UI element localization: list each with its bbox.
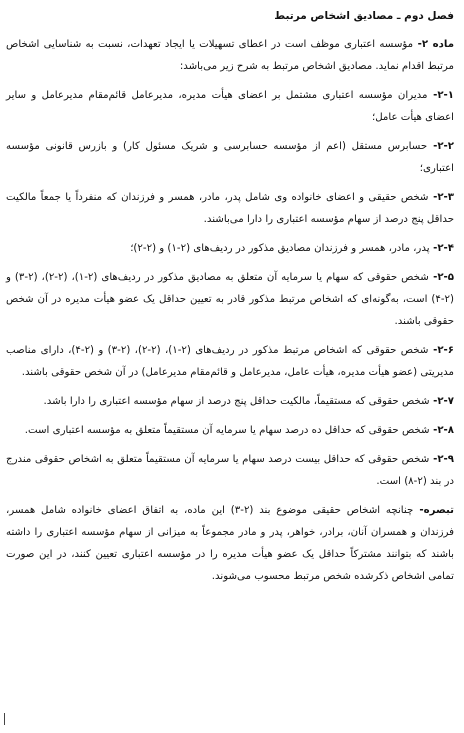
article-text: مؤسسه اعتباری موظف است در اعطای تسهیلات یا ایجاد تعهدات، نسبت به شناسایی اشخاص مرتبط اقدام نماید. مصادیق اشخاص مرتبط به شرح زیر می‌باشد: xyxy=(6,39,454,72)
clause-2-1-paragraph xyxy=(6,85,454,129)
clause-text: شخص حقوقی که مستقیماً، مالکیت حداقل پنج درصد از سهام مؤسسه اعتباری را دارا باشد. xyxy=(43,396,430,407)
clause-label: ۲-۸- xyxy=(429,425,454,436)
clause-2-4-paragraph xyxy=(6,238,454,260)
clause-text: شخص حقوقی که حداقل ده درصد سهام یا سرمایه آن مستقیماً متعلق به مؤسسه اعتباری است. xyxy=(24,425,430,436)
article-2-paragraph xyxy=(6,34,454,78)
clause-text: شخص حقوقی که اشخاص مرتبط مذکور در ردیف‌های (۲-۱)، (۲-۲)، (۲-۳) و (۲-۴)، دارای مناصب مدیریتی (عضو هیأت مدیره، هیأت عامل، مدیرعامل و قائم‌مقام مدیرعامل) در آن شخص حقوقی باشند. xyxy=(6,345,454,378)
clause-2-6-paragraph xyxy=(6,340,454,384)
clause-label: ۲-۵- xyxy=(428,272,454,283)
page-edge-mark xyxy=(4,713,5,725)
clause-text: حسابرس مستقل (اعم از مؤسسه حسابرسی و شریک مسئول کار) و بازرس قانونی مؤسسه اعتباری؛ xyxy=(6,141,454,174)
clause-label: ۲-۷- xyxy=(429,396,454,407)
clause-label: ۲-۱- xyxy=(427,90,454,101)
clause-2-2-paragraph xyxy=(6,136,454,180)
clause-2-7-paragraph xyxy=(6,391,454,413)
clause-2-9-paragraph xyxy=(6,449,454,493)
note-label: تبصره- xyxy=(413,505,454,516)
clause-text: شخص حقوقی که سهام یا سرمایه آن متعلق به مصادیق مذکور در ردیف‌های (۲-۱)، (۲-۲)، (۲-۳) و (۲-۴) است، به‌گونه‌ای که اشخاص مرتبط مذکور قادر به تعیین حداقل یک عضو هیأت مدیره در آن شخص حقوقی باشند. xyxy=(6,272,454,327)
clause-text: شخص حقوقی که حداقل بیست درصد سهام یا سرمایه آن مستقیماً متعلق به اشخاص حقوقی مندرج در بند (۲-۸) است. xyxy=(6,454,454,487)
chapter-title: فصل دوم ـ مصادیق اشخاص مرتبط xyxy=(274,10,454,22)
clause-2-3-paragraph xyxy=(6,187,454,231)
clause-label: ۲-۲- xyxy=(427,141,454,152)
clause-text: پدر، مادر، همسر و فرزندان مصادیق مذکور در ردیف‌های (۲-۱) و (۲-۲)؛ xyxy=(130,243,430,254)
clause-label: ۲-۳- xyxy=(428,192,454,203)
note-paragraph xyxy=(6,500,454,588)
clause-text: مدیران مؤسسه اعتباری مشتمل بر اعضای هیأت مدیره، مدیرعامل قائم‌مقام مدیرعامل و سایر اعضای هیأت عامل؛ xyxy=(6,90,454,123)
article-label: ماده ۲- xyxy=(413,39,454,50)
note-text: چنانچه اشخاص حقیقی موضوع بند (۲-۳) این ماده، به اتفاق اعضای خانواده شامل همسر، فرزندان و همسران آنان، برادر، خواهر، پدر و مادر مجموعاً به میزانی از سهام مؤسسه اعتباری را داشته باشند که بتوانند مشترکاً حداقل یک عضو هیأت مدیره را در مؤسسه اعتباری تعیین کنند، در این صورت تمامی اشخاص ذکرشده شخص مرتبط محسوب می‌شوند. xyxy=(6,505,454,582)
clause-label: ۲-۹- xyxy=(429,454,454,465)
clause-2-8-paragraph xyxy=(6,420,454,442)
clause-2-5-paragraph xyxy=(6,267,454,333)
clause-text: شخص حقیقی و اعضای خانواده وی شامل پدر، مادر، همسر و فرزندان که منفرداً یا جمعاً مالکیت حداقل پنج درصد از سهام مؤسسه اعتباری را دارا می‌باشند. xyxy=(6,192,454,225)
clause-label: ۲-۴- xyxy=(429,243,454,254)
clause-label: ۲-۶- xyxy=(428,345,454,356)
